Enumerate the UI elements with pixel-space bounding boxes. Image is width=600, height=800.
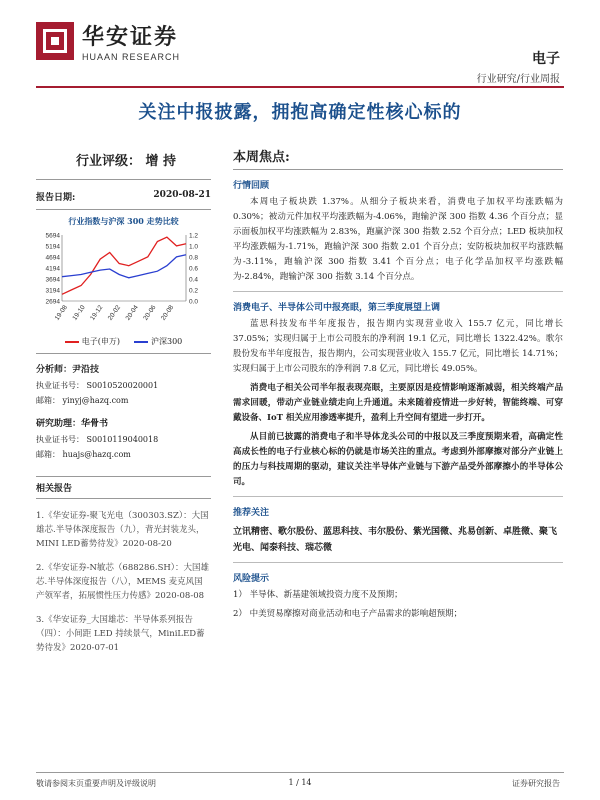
analyst-email[interactable]: 邮箱： yinyj@hazq.com <box>36 396 129 405</box>
left-column <box>36 140 211 655</box>
y-tick-right: 0.8 <box>189 254 199 262</box>
related-reports-heading: 相关报告 <box>36 476 211 499</box>
x-tick-label: 20-06 <box>142 304 158 322</box>
chart-title: 行业指数与沪深 300 走势比较 <box>68 216 179 226</box>
date-value: 2020-08-21 <box>153 190 211 200</box>
y-tick-right: 0.2 <box>189 287 199 295</box>
weekly-focus-heading: 本周焦点: <box>233 140 563 170</box>
x-tick-label: 20-02 <box>106 304 123 322</box>
report-date-row <box>36 180 211 210</box>
y-tick-right: 1.0 <box>189 243 199 251</box>
page-number: 1 / 14 <box>288 778 312 787</box>
earnings-text-3: 从目前已披露的消费电子和半导体龙头公司的中报以及三季度预期来看，高确定性高成长性的电子行业核心标的仍就是市场关注的重点。考虑到外部摩擦对部分产业链上的压力与科技周期的驱动，建议关注半导体产业链与下游产品受外部摩擦小的半导体公司。 <box>233 432 563 487</box>
analyst-cert: 执业证书号： S0010520020001 <box>36 381 159 390</box>
assistant-email[interactable]: 邮箱： huajs@hazq.com <box>36 450 131 459</box>
related-report-item[interactable]: 2.《华安证券-N敏芯（688286.SH）：大国雄芯.半导体深度报告（八），MEMS 麦克风国产领军者，拓展惯性压力传感》2020-08-08 <box>36 563 210 601</box>
y-tick-left: 2694 <box>45 298 60 306</box>
x-tick-label: 19-08 <box>53 304 69 322</box>
y-tick-right: 0.4 <box>189 276 199 284</box>
header-divider <box>36 86 564 88</box>
y-tick-left: 5194 <box>45 243 60 251</box>
y-tick-left: 3694 <box>45 276 60 284</box>
footer-disclaimer: 敬请参阅末页重要声明及评级说明 <box>36 779 156 788</box>
report-type: 行业研究/行业周报 <box>476 74 560 85</box>
y-tick-right: 0.6 <box>189 265 199 273</box>
y-tick-left: 3194 <box>45 287 60 295</box>
assistant-role: 研究助理： <box>36 419 82 429</box>
index-chart-svg <box>36 229 211 334</box>
chart-legend <box>36 334 211 354</box>
y-tick-right: 1.2 <box>189 232 199 240</box>
market-review-text: 本周电子板块跌 1.37%。从细分子板块来看，消费电子加权平均涨跌幅为 0.30%；被动元件加权平均涨跌幅为-4.06%，跑输沪深 300 指数 4.36 个百分点；显示面板加权平均涨跌幅为 2.83%，跑赢沪深 300 指数 2.52 个百分点；LED 板块加权平均涨跌幅为-1.71%，跑输沪深 300 指数 2.01 个百分点；安防板块加权平均涨跌幅为-3.11%，跑输沪深 300 指数 3.41 个百分点；电子化学品加权平均涨跌幅为-2.84%，跑输沪深 300 指数 3.14 个百分点。 <box>233 197 563 282</box>
footer-type: 证券研究报告 <box>512 779 560 788</box>
analyst-name: 尹沿技 <box>72 365 100 375</box>
index-chart <box>36 229 211 334</box>
y-tick-right: 0.0 <box>189 298 199 306</box>
assistant-name: 华骨书 <box>81 419 109 429</box>
x-tick-label: 19-10 <box>71 304 87 322</box>
market-review-heading: 行情回顾 <box>233 181 270 191</box>
industry-rating: 行业评级： 增 持 <box>76 154 177 169</box>
y-tick-left: 4194 <box>45 265 60 273</box>
earnings-text-2: 消费电子相关公司半年报表现亮眼，主要原因是疫情影响逐渐减弱，相关终端产品需求回暖，带动产业链业绩走向上升通道。未来随着疫情进一步好转，智能终端、可穿戴设备、IoT 相关应用渗透率提升，盈利上升空间有望进一步打开。 <box>233 383 563 423</box>
y-tick-left: 5694 <box>45 232 60 240</box>
recommend-list: 立讯精密、歌尔股份、蓝思科技、韦尔股份、紫光国微、兆易创新、卓胜微、聚飞光电、闻泰科技、瑞芯微 <box>233 527 558 553</box>
logo-icon <box>36 22 74 60</box>
risk-item: 1） 半导体、新基建领域投资力度不及预期； <box>233 590 403 600</box>
risk-heading: 风险提示 <box>233 574 270 584</box>
x-tick-label: 19-12 <box>89 304 105 322</box>
legend-item-electronics: 电子(申万) <box>65 336 120 347</box>
series-line-1 <box>62 255 186 278</box>
x-tick-label: 20-04 <box>124 304 140 322</box>
earnings-heading: 消费电子、半导体公司中报亮眼，第三季度展望上调 <box>233 303 441 313</box>
right-column <box>233 140 563 622</box>
related-report-item[interactable]: 3.《华安证券_大国雄芯：半导体系列报告（四）：小间距 LED 持续景气，MiniLED蓄势待发》2020-07-01 <box>36 615 205 653</box>
x-tick-label: 20-08 <box>159 304 176 322</box>
earnings-text-1: 蓝思科技发布半年度报告，报告期内实现营业收入 155.7 亿元，同比增长 37.05%；实现归属于上市公司股东的净利润 19.1 亿元，同比增长 1322.42%。歌尔股份发布半年度报告，报告期内，公司实现营业收入 155.7 亿元，同比增长 14.71%；实现归属于上市公司股东的净利润 7.8 亿元，同比增长 49.05%。 <box>233 319 563 374</box>
assistant-cert: 执业证书号： S0010119040018 <box>36 435 159 444</box>
related-report-item[interactable]: 1.《华安证券-聚飞光电（300303.SZ）：大国雄芯.半导体深度报告（九），背光封装龙头，MINI LED蓄势待发》2020-08-20 <box>36 511 209 549</box>
analyst-info <box>36 354 211 462</box>
legend-item-hs300: 沪深300 <box>134 336 182 347</box>
risk-item: 2） 中美贸易摩擦对商业活动和电子产品需求的影响超预期； <box>233 609 463 619</box>
brand-name: 华安证券 <box>82 24 179 50</box>
report-title: 关注中报披露，拥抱高确定性核心标的 <box>138 102 462 123</box>
sector-label: 电子 <box>532 51 560 67</box>
y-tick-left: 4694 <box>45 254 60 262</box>
footer-divider <box>36 772 564 773</box>
brand-english: HUAAN RESEARCH <box>82 52 181 62</box>
recommend-heading: 推荐关注 <box>233 508 270 518</box>
date-label: 报告日期: <box>36 193 76 203</box>
analyst-role: 分析师： <box>36 365 73 375</box>
